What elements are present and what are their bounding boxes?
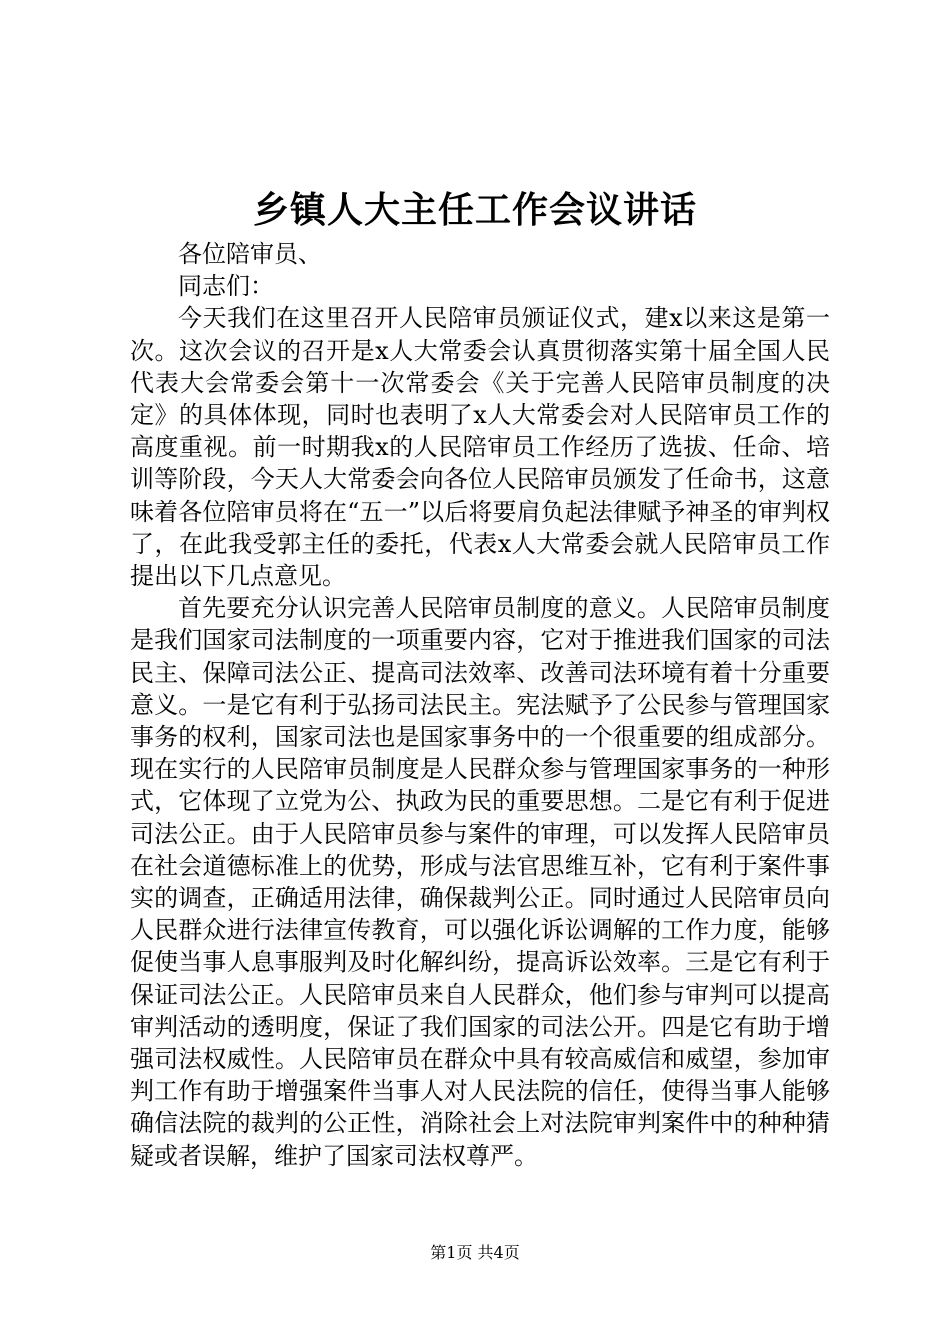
body-paragraph: 今天我们在这里召开人民陪审员颁证仪式，建x以来这是第一次。这次会议的召开是x人大常委会认真贯彻落实第十届全国人民代表大会常委会第十一次常委会《关于完善人民陪审员制度的决定》的具体体现，同时也表明了x人大常委会对人民陪审员工作的高度重视。前一时期我x的人民陪审员工作经历了选拔、任命、培训等阶段，今天人大常委会向各位人民陪审员颁发了任命书，这意味着各位陪审员将在“五一”以后将要肩负起法律赋予神圣的审判权了，在此我受郭主任的委托，代表x人大常委会就人民陪审员工作提出以下几点意见。 <box>130 304 830 591</box>
document-body <box>130 238 830 1172</box>
salutation-line: 各位陪审员、 <box>178 240 322 268</box>
page-footer: 第1页 共4页 <box>430 1243 520 1262</box>
body-paragraph: 首先要充分认识完善人民陪审员制度的意义。人民陪审员制度是我们国家司法制度的一项重要内容，它对于推进我们国家的司法民主、保障司法公正、提高司法效率、改善司法环境有着十分重要意义。一是它有利于弘扬司法民主。宪法赋予了公民参与管理国家事务的权利，国家司法也是国家事务中的一个很重要的组成部分。现在实行的人民陪审员制度是人民群众参与管理国家事务的一种形式，它体现了立党为公、执政为民的重要思想。二是它有利于促进司法公正。由于人民陪审员参与案件的审理，可以发挥人民陪审员在社会道德标准上的优势，形成与法官思维互补，它有利于案件事实的调查，正确适用法律，确保裁判公正。同时通过人民陪审员向人民群众进行法律宣传教育，可以强化诉讼调解的工作力度，能够促使当事人息事服判及时化解纠纷，提高诉讼效率。三是它有利于保证司法公正。人民陪审员来自人民群众，他们参与审判可以提高审判活动的透明度，保证了我们国家的司法公开。四是它有助于增强司法权威性。人民陪审员在群众中具有较高威信和威望，参加审判工作有助于增强案件当事人对人民法院的信任，使得当事人能够确信法院的裁判的公正性，消除社会上对法院审判案件中的种种猜疑或者误解，维护了国家司法权尊严。 <box>130 594 830 1170</box>
document-title: 乡镇人大主任工作会议讲话 <box>252 189 697 231</box>
salutation-line: 同志们： <box>178 272 274 301</box>
